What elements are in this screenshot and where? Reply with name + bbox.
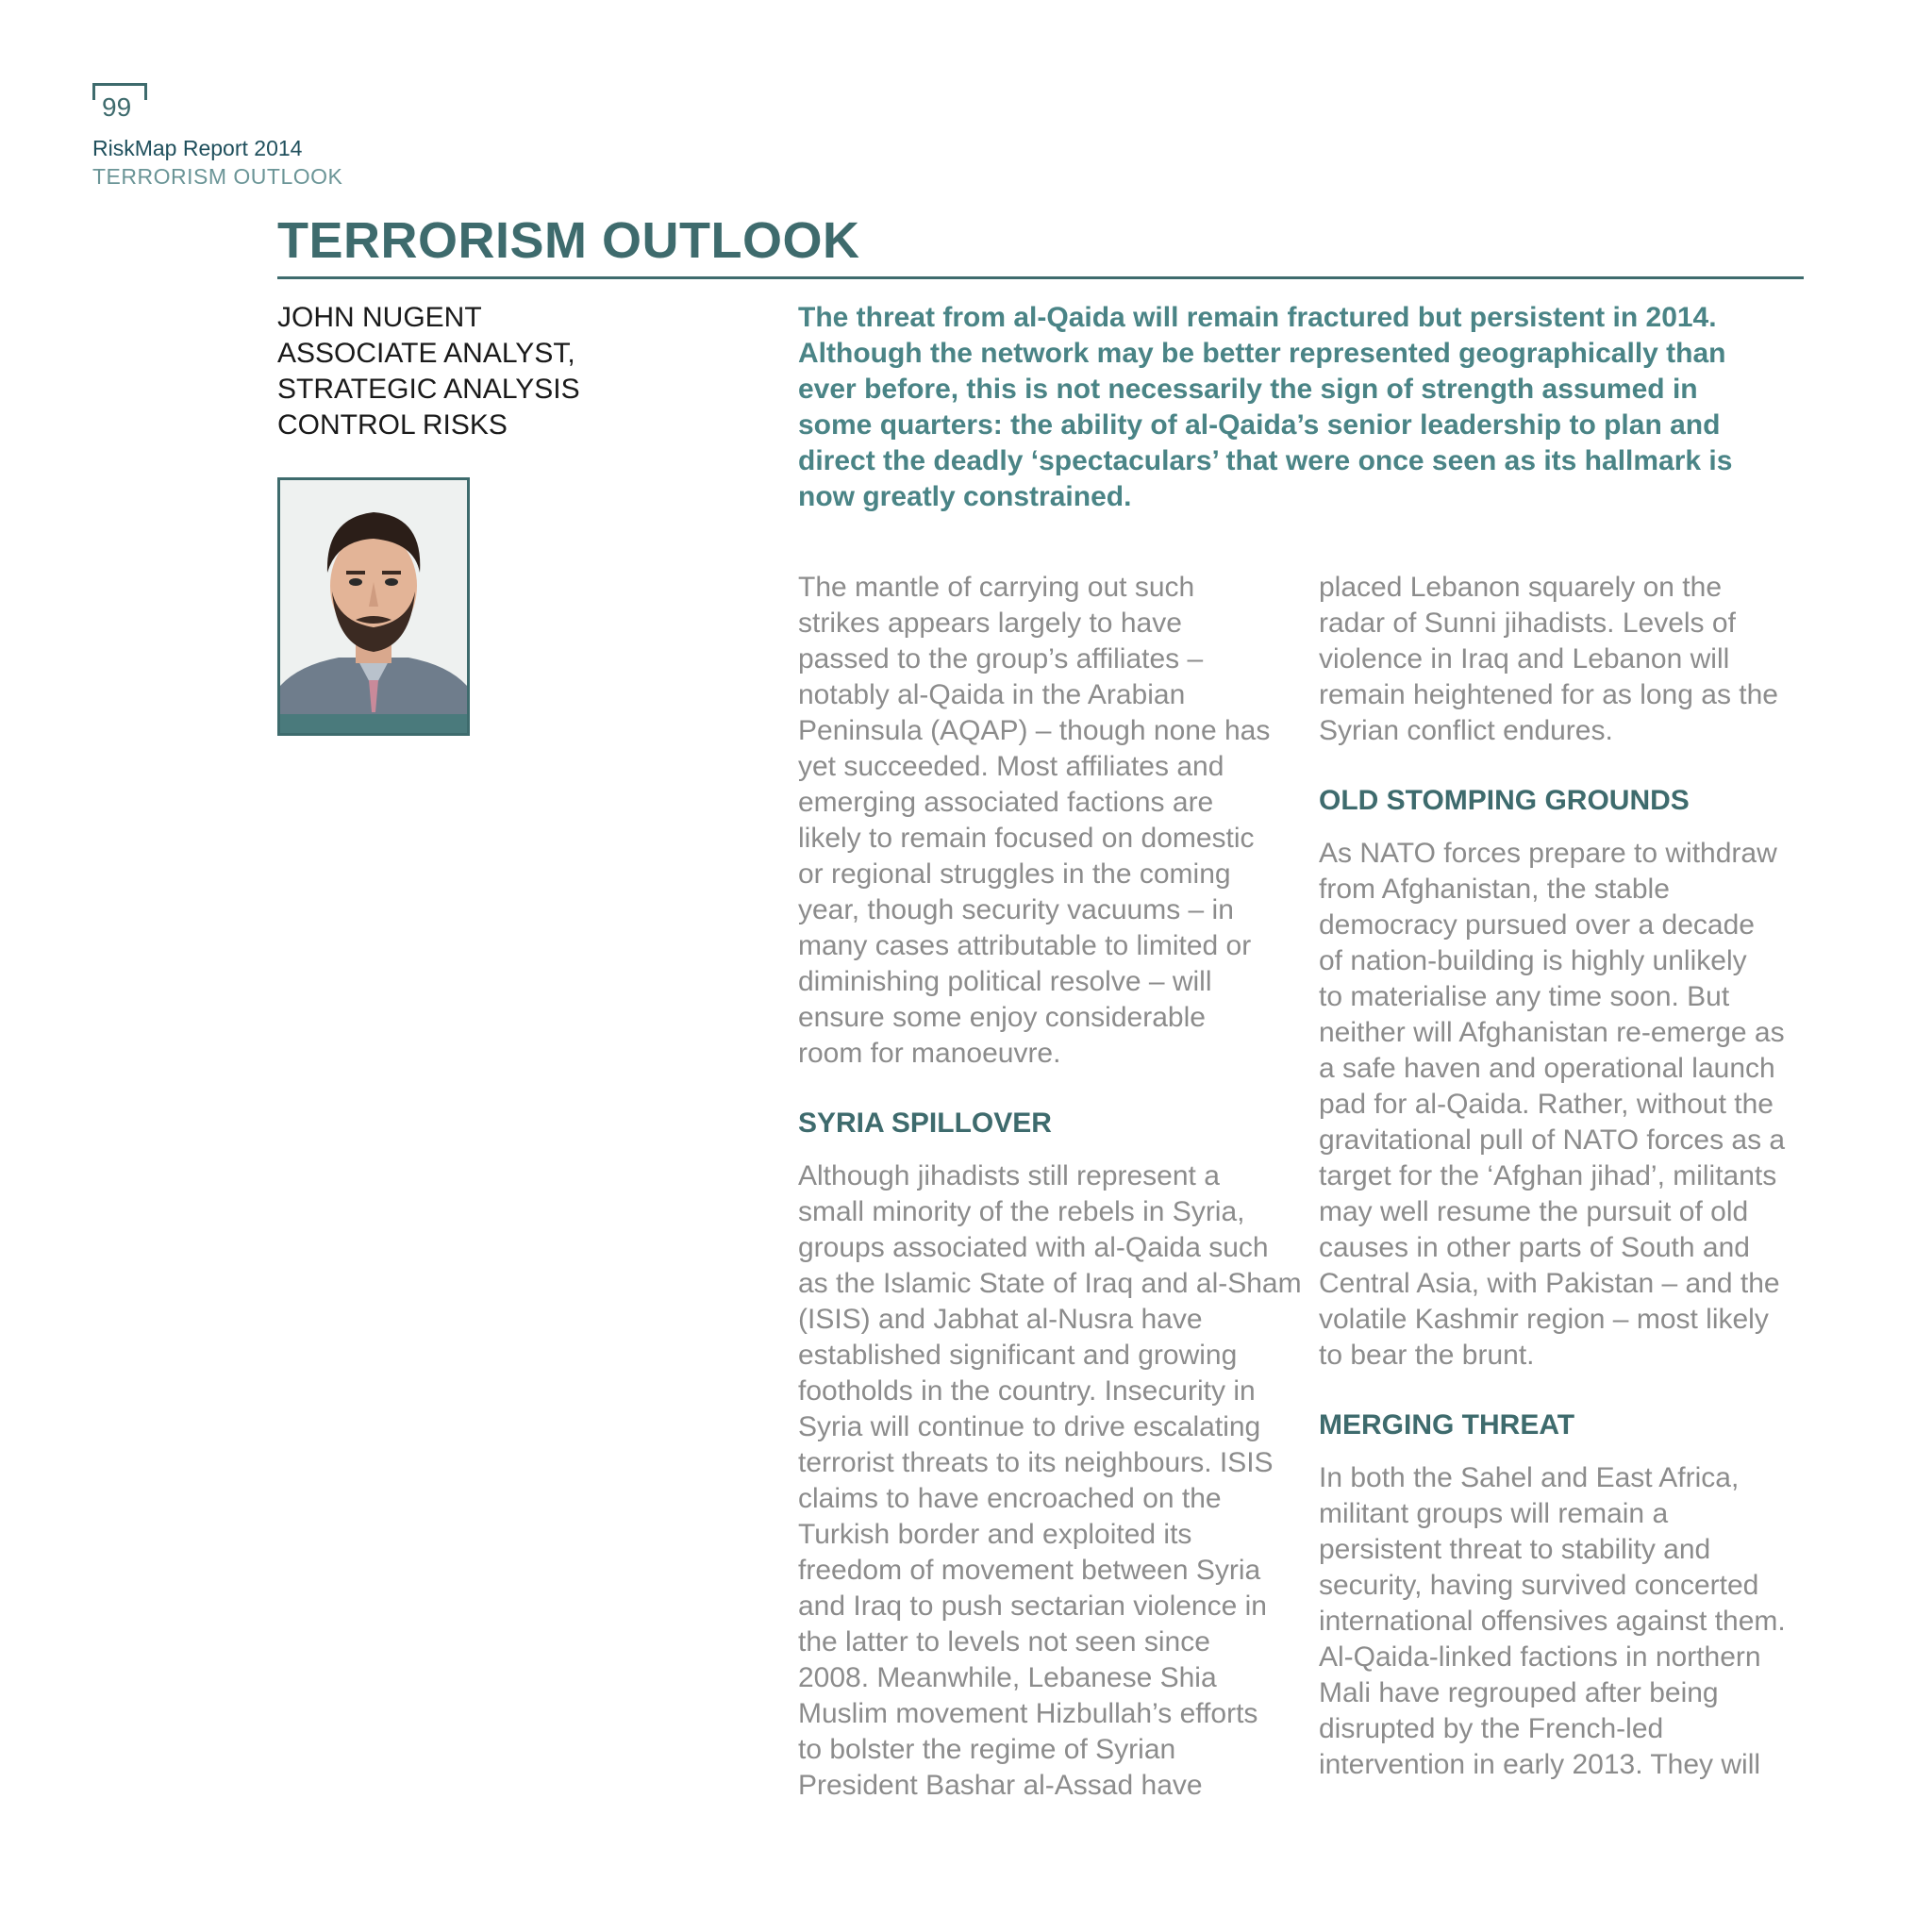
author-block	[277, 300, 580, 443]
body-line: In both the Sahel and East Africa,	[1319, 1462, 1740, 1493]
author-role: ASSOCIATE ANALYST,	[277, 338, 575, 369]
body-line: Central Asia, with Pakistan – and the	[1319, 1268, 1780, 1299]
body-line: notably al-Qaida in the Arabian	[798, 679, 1186, 710]
report-title: RiskMap Report 2014	[92, 136, 303, 160]
body-line: Mali have regrouped after being	[1319, 1677, 1719, 1708]
body-line: may well resume the pursuit of old	[1319, 1196, 1749, 1227]
body-column-right	[1319, 570, 1828, 1783]
body-line: placed Lebanon squarely on the	[1319, 572, 1723, 603]
body-paragraph	[1319, 570, 1828, 749]
body-line: volatile Kashmir region – most likely	[1319, 1304, 1769, 1335]
author-name: JOHN NUGENT	[277, 302, 482, 333]
lede-line: Although the network may be better represented geographically than	[798, 338, 1726, 369]
body-line: (ISIS) and Jabhat al-Nusra have	[798, 1304, 1203, 1335]
body-line: of nation-building is highly unlikely	[1319, 945, 1747, 976]
body-paragraph	[798, 570, 1307, 1072]
page-marker	[92, 83, 149, 121]
body-line: target for the ‘Afghan jihad’, militants	[1319, 1160, 1777, 1191]
body-line: persistent threat to stability and	[1319, 1534, 1711, 1565]
body-line: yet succeeded. Most affiliates and	[798, 751, 1224, 782]
body-line: neither will Afghanistan re-emerge as	[1319, 1017, 1785, 1048]
body-line: 2008. Meanwhile, Lebanese Shia	[798, 1662, 1217, 1693]
body-line: claims to have encroached on the	[798, 1483, 1222, 1514]
body-line: Al-Qaida-linked factions in northern	[1319, 1641, 1761, 1673]
body-line: gravitational pull of NATO forces as a	[1319, 1124, 1786, 1156]
body-line: President Bashar al-Assad have	[798, 1770, 1203, 1801]
body-line: Syrian conflict endures.	[1319, 715, 1613, 746]
body-line: causes in other parts of South and	[1319, 1232, 1750, 1263]
body-line: Although jihadists still represent a	[798, 1160, 1220, 1191]
body-line: pad for al-Qaida. Rather, without the	[1319, 1089, 1774, 1120]
lede-line: ever before, this is not necessarily the sign of strength assumed in	[798, 374, 1698, 405]
author-portrait-illustration	[280, 480, 467, 733]
body-line: a safe haven and operational launch	[1319, 1053, 1775, 1084]
body-line: freedom of movement between Syria	[798, 1555, 1261, 1586]
body-line: year, though security vacuums – in	[798, 894, 1234, 925]
body-line: small minority of the rebels in Syria,	[798, 1196, 1245, 1227]
body-line: from Afghanistan, the stable	[1319, 874, 1670, 905]
body-line: to materialise any time soon. But	[1319, 981, 1730, 1012]
body-line: Peninsula (AQAP) – though none has	[798, 715, 1271, 746]
body-line: passed to the group’s affiliates –	[798, 643, 1204, 675]
lede-paragraph	[798, 300, 1798, 515]
body-line: disrupted by the French-led	[1319, 1713, 1664, 1744]
body-line: ensure some enjoy considerable	[798, 1002, 1206, 1033]
author-department: STRATEGIC ANALYSIS	[277, 374, 580, 405]
body-line: Muslim movement Hizbullah’s efforts	[798, 1698, 1258, 1729]
body-line: diminishing political resolve – will	[798, 966, 1212, 997]
body-line: many cases attributable to limited or	[798, 930, 1252, 961]
lede-line: now greatly constrained.	[798, 481, 1132, 512]
body-line: likely to remain focused on domestic	[798, 823, 1255, 854]
body-line: to bolster the regime of Syrian	[798, 1734, 1176, 1765]
body-paragraph	[798, 1158, 1307, 1804]
body-line: security, having survived concerted	[1319, 1570, 1759, 1601]
body-paragraph	[1319, 836, 1828, 1374]
body-line: radar of Sunni jihadists. Levels of	[1319, 608, 1736, 639]
heading-rule	[277, 276, 1804, 279]
author-company: CONTROL RISKS	[277, 409, 508, 441]
body-line: the latter to levels not seen since	[798, 1626, 1210, 1657]
body-line: emerging associated factions are	[798, 787, 1214, 818]
article-title: TERRORISM OUTLOOK	[277, 212, 860, 269]
body-line: and Iraq to push sectarian violence in	[798, 1591, 1267, 1622]
subhead-merging-threat: MERGING THREAT	[1319, 1409, 1575, 1441]
body-line: footholds in the country. Insecurity in	[798, 1375, 1256, 1407]
body-line: intervention in early 2013. They will	[1319, 1749, 1761, 1780]
lede-line: The threat from al-Qaida will remain fractured but persistent in 2014.	[798, 302, 1717, 333]
author-photo	[277, 477, 470, 736]
body-line: Turkish border and exploited its	[798, 1519, 1192, 1550]
body-line: to bear the brunt.	[1319, 1340, 1535, 1371]
body-line: As NATO forces prepare to withdraw	[1319, 838, 1777, 869]
page-number: 99	[102, 92, 132, 122]
body-column-left	[798, 570, 1307, 1804]
lede-line: some quarters: the ability of al-Qaida’s senior leadership to plan and	[798, 409, 1721, 441]
body-line: groups associated with al-Qaida such	[798, 1232, 1269, 1263]
body-line: established significant and growing	[798, 1340, 1238, 1371]
body-line: strikes appears largely to have	[798, 608, 1182, 639]
body-line: terrorist threats to its neighbours. ISIS	[798, 1447, 1274, 1478]
body-line: democracy pursued over a decade	[1319, 909, 1755, 941]
body-line: The mantle of carrying out such	[798, 572, 1195, 603]
body-line: international offensives against them.	[1319, 1606, 1786, 1637]
subhead-syria-spillover: SYRIA SPILLOVER	[798, 1108, 1052, 1139]
body-line: violence in Iraq and Lebanon will	[1319, 643, 1730, 675]
body-paragraph	[1319, 1460, 1828, 1783]
body-line: or regional struggles in the coming	[798, 858, 1231, 890]
body-line: militant groups will remain a	[1319, 1498, 1669, 1529]
body-line: remain heightened for as long as the	[1319, 679, 1778, 710]
body-line: Syria will continue to drive escalating	[798, 1411, 1261, 1442]
body-line: room for manoeuvre.	[798, 1038, 1061, 1069]
section-label: TERRORISM OUTLOOK	[92, 164, 343, 189]
subhead-old-stomping-grounds: OLD STOMPING GROUNDS	[1319, 785, 1690, 816]
lede-line: direct the deadly ‘spectaculars’ that were once seen as its hallmark is	[798, 445, 1733, 476]
body-line: as the Islamic State of Iraq and al-Sham	[798, 1268, 1302, 1299]
